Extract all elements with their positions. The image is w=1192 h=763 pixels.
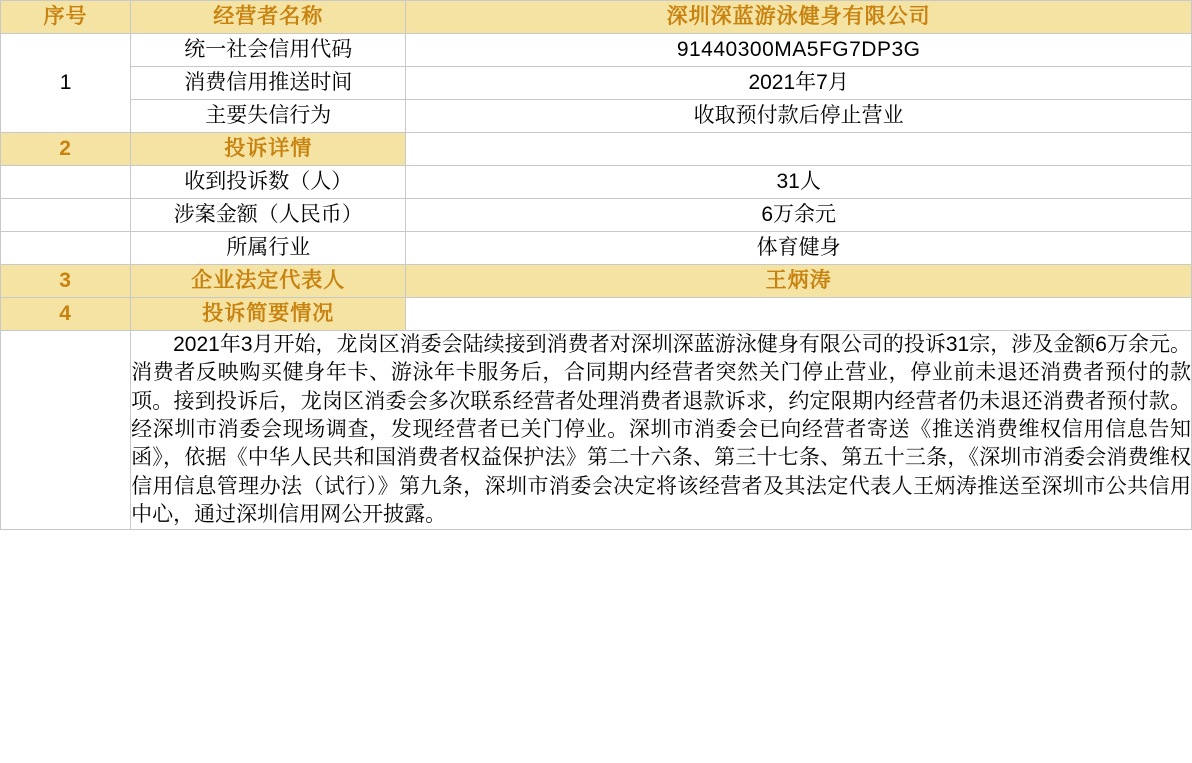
value-amount-involved: 6万余元 — [406, 199, 1192, 232]
table-row — [1, 34, 1192, 67]
header-cell-company-name: 深圳深蓝游泳健身有限公司 — [406, 1, 1192, 34]
section-label-complaint-summary: 投诉简要情况 — [131, 298, 406, 331]
header-cell-no: 序号 — [1, 1, 131, 34]
label-amount-involved: 涉案金额（人民币） — [131, 199, 406, 232]
section-value-legal-representative: 王炳涛 — [406, 265, 1192, 298]
section-value-complaint-details — [406, 133, 1192, 166]
table-header-row — [1, 1, 1192, 34]
label-industry: 所属行业 — [131, 232, 406, 265]
table-row — [1, 232, 1192, 265]
section-value-complaint-summary — [406, 298, 1192, 331]
section-row-complaint-details — [1, 133, 1192, 166]
section-label-legal-representative: 企业法定代表人 — [131, 265, 406, 298]
value-social-credit-code: 91440300MA5FG7DP3G — [406, 34, 1192, 67]
value-push-time: 2021年7月 — [406, 67, 1192, 100]
value-main-breach: 收取预付款后停止营业 — [406, 100, 1192, 133]
section-row-legal-representative — [1, 265, 1192, 298]
section-label-complaint-details: 投诉详情 — [131, 133, 406, 166]
label-push-time: 消费信用推送时间 — [131, 67, 406, 100]
spacer-cell — [1, 232, 131, 265]
value-complaint-count: 31人 — [406, 166, 1192, 199]
table-row — [1, 100, 1192, 133]
row-number-1: 1 — [1, 34, 131, 133]
value-industry: 体育健身 — [406, 232, 1192, 265]
table-row — [1, 199, 1192, 232]
label-social-credit-code: 统一社会信用代码 — [131, 34, 406, 67]
label-main-breach: 主要失信行为 — [131, 100, 406, 133]
spacer-cell — [1, 166, 131, 199]
section-number-4: 4 — [1, 298, 131, 331]
spacer-cell — [1, 331, 131, 530]
narrative-row — [1, 331, 1192, 530]
table-row — [1, 67, 1192, 100]
header-cell-label: 经营者名称 — [131, 1, 406, 34]
label-complaint-count: 收到投诉数（人） — [131, 166, 406, 199]
section-number-2: 2 — [1, 133, 131, 166]
table-row — [1, 166, 1192, 199]
complaint-narrative-text: 2021年3月开始，龙岗区消委会陆续接到消费者对深圳深蓝游泳健身有限公司的投诉31宗，涉及金额6万余元。消费者反映购买健身年卡、游泳年卡服务后，合同期内经营者突然关门停止营业，停业前未退还消费者预付的款项。接到投诉后，龙岗区消委会多次联系经营者处理消费者退款诉求，约定限期内经营者仍未退还消费者预付款。经深圳市消委会现场调查，发现经营者已关门停业。深圳市消委会已向经营者寄送《推送消费维权信用信息告知函》，依据《中华人民共和国消费者权益保护法》第二十六条、第三十七条、第五十三条，《深圳市消委会消费维权信用信息管理办法（试行）》第九条，深圳市消委会决定将该经营者及其法定代表人王炳涛推送至深圳市公共信用中心，通过深圳信用网公开披露。 — [131, 333, 1191, 527]
complaint-narrative — [131, 331, 1192, 530]
section-number-3: 3 — [1, 265, 131, 298]
section-row-complaint-summary — [1, 298, 1192, 331]
spacer-cell — [1, 199, 131, 232]
